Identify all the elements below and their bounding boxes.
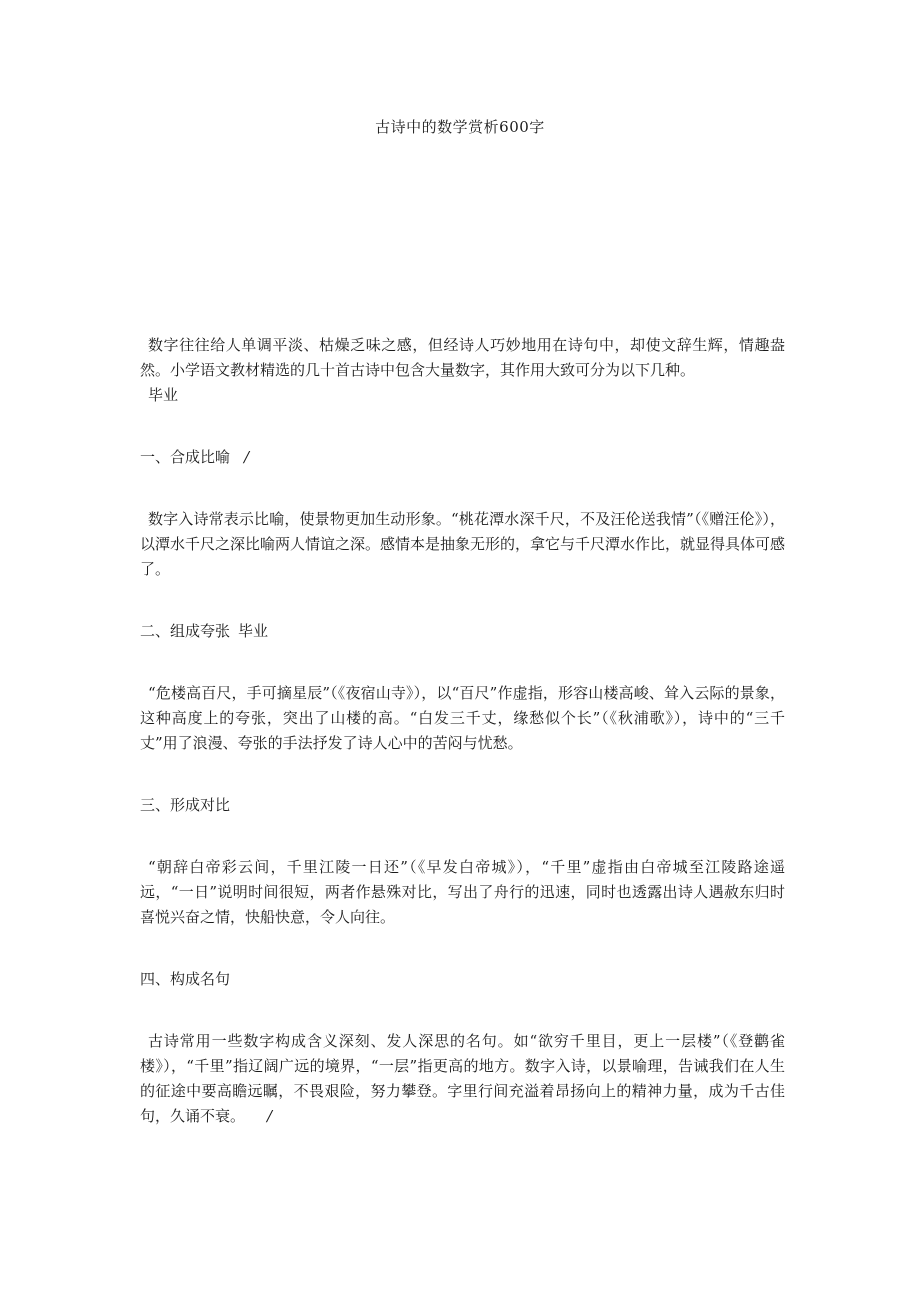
section-heading-3 — [140, 793, 785, 818]
document-body — [140, 333, 785, 1166]
section-heading-text: 三、形成对比 — [140, 796, 231, 814]
section-note: 毕业 — [238, 622, 269, 640]
section-heading-4 — [140, 967, 785, 992]
intro-paragraph — [140, 333, 785, 408]
section-heading-1 — [140, 445, 785, 470]
section-heading-text: 四、构成名句 — [140, 970, 231, 988]
intro-note: 毕业 — [148, 386, 179, 404]
section-heading-2 — [140, 619, 785, 644]
slash-mark: / — [244, 448, 250, 466]
page-title: 古诗中的数学赏析600字 — [375, 118, 545, 136]
section-heading-text: 二、组成夸张 — [140, 622, 231, 640]
section-heading-text: 一、合成比喻 — [140, 448, 231, 466]
section-body-text: 古诗常用一些数字构成含义深刻、发人深思的名句。如“欲穷千里目，更上一层楼”（《登鹳雀楼》），“千里”指辽阔广远的境界，“一层”指更高的地方。数字入诗，以景喻理，告诫我们在人生的征途中要高瞻远瞩，不畏艰险，努力攀登。字里行间充溢着昂扬向上的精神力量，成为千古佳句，久诵不衰。 — [140, 1032, 785, 1125]
slash-mark: / — [267, 1107, 273, 1125]
intro-text: 数字往往给人单调平淡、枯燥乏味之感，但经诗人巧妙地用在诗句中，却使文辞生辉，情趣盎然。小学语文教材精选的几十首古诗中包含大量数字，其作用大致可分为以下几种。 — [140, 336, 785, 379]
section-body-4 — [140, 1029, 785, 1129]
section-body-3: “朝辞白帝彩云间，千里江陵一日还”（《早发白帝城》），“千里”虚指由白帝城至江陵路途遥远，“一日”说明时间很短，两者作悬殊对比，写出了舟行的迅速，同时也透露出诗人遇赦东归时喜悦兴奋之情，快船快意，令人向往。 — [140, 858, 785, 926]
section-body-1: 数字入诗常表示比喻，使景物更加生动形象。“桃花潭水深千尺，不及汪伦送我情”（《赠汪伦》），以潭水千尺之深比喻两人情谊之深。感情本是抽象无形的，拿它与千尺潭水作比，就显得具体可感了。 — [140, 510, 786, 578]
section-body-2: “危楼高百尺，手可摘星辰”（《夜宿山寺》），以“百尺”作虚指，形容山楼高峻、耸入云际的景象，这种高度上的夸张，突出了山楼的高。“白发三千丈，缘愁似个长”（《秋浦歌》），诗中的“三千丈”用了浪漫、夸张的手法抒发了诗人心中的苦闷与忧愁。 — [140, 684, 785, 752]
